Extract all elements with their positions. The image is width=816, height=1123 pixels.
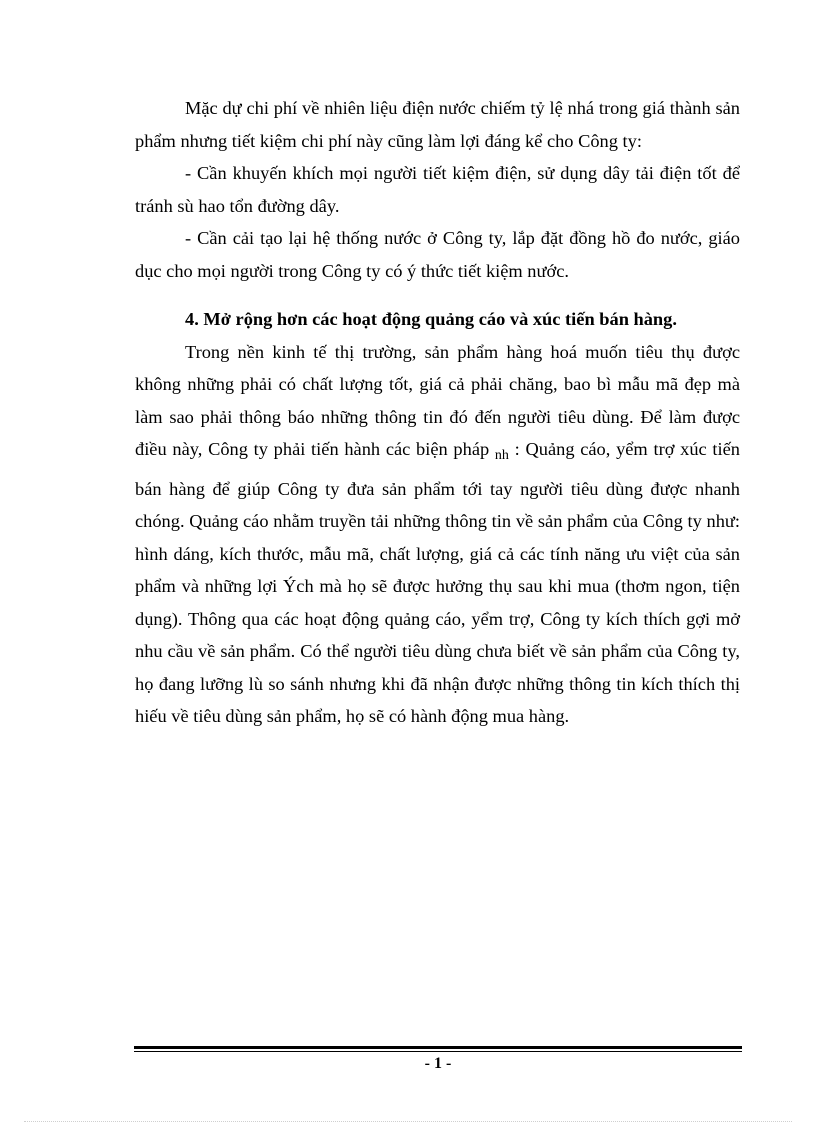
paragraph-energy-costs: Mặc dự chi phí về nhiên liệu điện nước chiếm tỷ lệ nhá trong giá thành sản phẩm nhưng tiết kiệm chi phí này cũng làm lợi đáng kể cho Công ty: — [135, 98, 740, 151]
document-body — [135, 92, 740, 733]
bullet-save-electricity: - Cần khuyến khích mọi người tiết kiệm điện, sử dụng dây tải điện tốt để tránh sù hao tổn đường dây. — [135, 163, 740, 216]
advertising-text-part-2: : Quảng cáo, yểm trợ xúc tiến bán hàng để giúp Công ty đưa sản phẩm tới tay người tiêu dùng được nhanh chóng. Quảng cáo nhằm truyền tải những thông tin về sản phẩm của Công ty như: hình dáng, kích thước, mẫu mã, chất lượng, giá cả các tính năng ưu việt của sản phẩm và những lợi Ých mà họ sẽ được hưởng thụ sau khi mua (thơm ngon, tiện dụng). Thông qua các hoạt động quảng cáo, yểm trợ, Công ty kích thích gợi mở nhu cầu về sản phẩm. Có thể người tiêu dùng chưa biết về sản phẩm của Công ty, họ đang lưỡng lù so sánh nhưng khi đã nhận được những thông tin kích thích thị hiếu về tiêu dùng sản phẩm, họ sẽ có hành động mua hàng. — [135, 439, 741, 726]
page-bottom-border — [24, 1121, 792, 1122]
advertising-text-part-1: Trong nền kinh tế thị trường, sản phẩm hàng hoá muốn tiêu thụ được không những phải có chất lượng tốt, giá cả phải chăng, bao bì mẫu mã đẹp mà làm sao phải thông báo những thông tin đó đến người tiêu dùng. Để làm được điều này, Công ty phải tiến hành các biện pháp — [135, 341, 740, 459]
footer-rule-thin — [134, 1051, 742, 1052]
paragraph-advertising — [135, 336, 740, 733]
advertising-subscript: nh — [494, 448, 509, 463]
bullet-save-water: - Cần cải tạo lại hệ thống nước ở Công ty, lắp đặt đồng hồ đo nước, giáo dục cho mọi người trong Công ty có ý thức tiết kiệm nước. — [135, 228, 740, 281]
section-heading: 4. Mở rộng hơn các hoạt động quảng cáo và xúc tiến bán hàng. — [185, 309, 677, 329]
footer-rule-thick — [134, 1046, 742, 1049]
page-number: - 1 - — [424, 1055, 452, 1072]
footer-double-rule — [134, 1046, 742, 1054]
